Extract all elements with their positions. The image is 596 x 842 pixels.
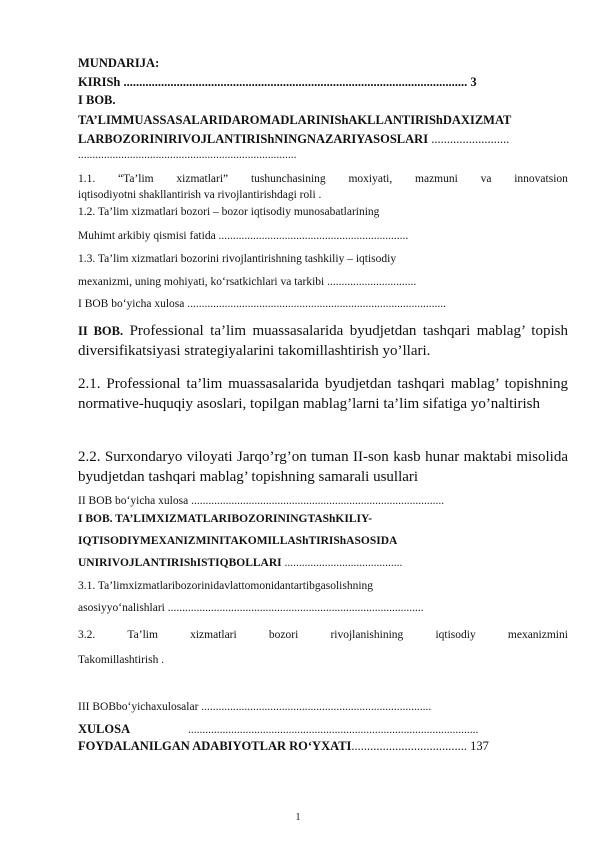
- word: xizmatlari”: [176, 173, 229, 185]
- word: mazmuni: [415, 173, 458, 185]
- chapter-1-label: I BOB.: [78, 93, 116, 107]
- word: rivojlanishining: [330, 629, 404, 641]
- word: 1.1.: [78, 173, 96, 185]
- section-1-2-b: Muhimt arkibiy qismisi fatida ..................................................................: [78, 230, 409, 242]
- chapter-2-title: Professional ta’lim muassasalarida byudjetdan tashqari mablag’ topish diversifikatsiyasi strategiyalarini takomillashtirish yo’llari.: [78, 323, 568, 359]
- conclusion-label: XULOSA: [78, 722, 131, 736]
- section-1-1-b: iqtisodiyotni shakllantirish va rivojlantirishdagi roli .: [78, 189, 322, 201]
- section-3-2-b: Takomillashtirish .: [78, 654, 165, 666]
- chapter-2-summary: II BOB bo‘yicha xulosa ........................................................................................: [78, 495, 445, 507]
- chapter-3-summary: III BOBbo‘yichaxulosalar ................................................................................: [78, 701, 432, 713]
- toc-heading: MUNDARIJA:: [78, 56, 160, 70]
- word: tushunchasining: [250, 173, 326, 185]
- word: moxiyati,: [348, 173, 393, 185]
- section-3-1-a: 3.1. Ta’limxizmatlaribozorinidavlattomonidantartibgasolishning: [78, 580, 374, 592]
- chapter-1-dots: ............................................................................: [78, 149, 297, 161]
- references-line: [78, 739, 568, 754]
- word: mexanizmini: [507, 629, 568, 641]
- section-2-1: 2.1. Professional ta’lim muassasalarida byudjetdan tashqari mablag’ topishning normative-huquqiy asoslari, topilgan mablag’larni ta’lim sifatiga yo’naltirish: [78, 376, 568, 412]
- references-page: ..................................... 137: [351, 739, 489, 753]
- chapter-1-title-b: [78, 132, 568, 147]
- section-1-2-a: 1.2. Ta’lim xizmatlari bozori – bozor iqtisodiy munosabatlarining: [78, 206, 380, 218]
- word: 3.2.: [78, 629, 96, 641]
- chapter-3-c-dots: .........................................: [281, 557, 403, 569]
- word: bozori: [268, 629, 299, 641]
- chapter-3-c-text: UNIRIVOJLANTIRIShISTIQBOLLARI: [78, 557, 282, 569]
- page-number: 1: [295, 812, 301, 823]
- chapter-1-title-b-text: LARBOZORINIRIVOJLANTIRIShNINGNAZARIYASOSLARI: [78, 132, 429, 146]
- word: Ta’lim: [127, 629, 158, 641]
- section-3-2-a: [78, 629, 568, 641]
- chapter-2: [78, 321, 568, 361]
- chapter-1-title-a: TA’LIMMUASSASALARIDAROMADLARINIShAKLLANTIRIShDAXIZMAT: [78, 113, 512, 127]
- chapter-3-b: IQTISODIYMEXANIZMINITAKOMILLAShTIRIShASOSIDA: [78, 535, 398, 547]
- section-3-1-b: asosiyyo‘nalishlari .........................................................................................: [78, 602, 424, 614]
- word: “Ta’lim: [118, 173, 154, 185]
- section-1-3-b: mexanizmi, uning mohiyati, ko‘rsatkichlari va tarkibi ...............................: [78, 276, 417, 288]
- chapter-3-a: I BOB. TA’LIMXIZMATLARIBOZORININGTAShKILIY-: [78, 513, 373, 525]
- toc-intro: KIRISh .............................................................................................................. 3: [78, 75, 477, 89]
- section-1-3-a: 1.3. Ta’lim xizmatlari bozorini rivojlantirishning tashkiliy – iqtisodiy: [78, 253, 397, 265]
- conclusion-dots: .....................................................................................................: [188, 724, 479, 736]
- references-label: FOYDALANILGAN ADABIYOTLAR RO‘YXATI: [78, 739, 352, 753]
- word: xizmatlari: [190, 629, 237, 641]
- word: va: [480, 173, 492, 185]
- chapter-1-title-b-dots: .........................: [428, 132, 510, 146]
- word: innovatsion: [514, 173, 568, 185]
- section-2-2: 2.2. Surxondaryo viloyati Jarqo’rg’on tuman II-son kasb hunar maktabi misolida byudjetdan tashqari mablag’ topishning samarali usullari: [78, 449, 568, 485]
- chapter-2-label: II BOB.: [78, 324, 124, 338]
- word: iqtisodiy: [435, 629, 476, 641]
- conclusion-line: [78, 722, 568, 737]
- section-1-1-a: [78, 173, 568, 185]
- chapter-1-summary: I BOB bo‘yicha xulosa ..........................................................................................: [78, 298, 446, 310]
- chapter-3-c: [78, 557, 568, 569]
